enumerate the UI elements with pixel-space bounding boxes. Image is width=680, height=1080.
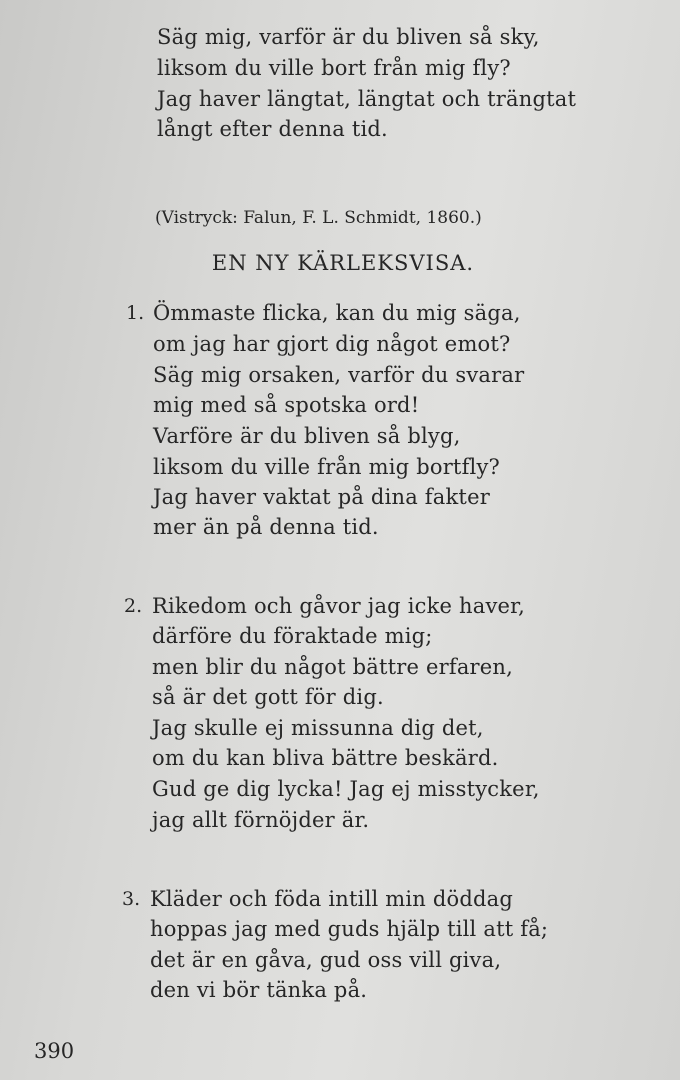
intro-line: Jag haver längtat, längtat och trängtat: [157, 87, 577, 111]
intro-line: långt efter denna tid.: [157, 117, 388, 141]
stanza-line: Rikedom och gåvor jag icke haver,: [152, 594, 525, 618]
stanza-line: därföre du föraktade mig;: [152, 624, 433, 648]
stanza-line: om jag har gjort dig något emot?: [153, 332, 511, 356]
stanza-number: 1.: [126, 302, 145, 324]
stanza-line: Ömmaste flicka, kan du mig säga,: [153, 301, 521, 325]
stanza-line: jag allt förnöjder är.: [152, 808, 370, 832]
intro-line: liksom du ville bort från mig fly?: [157, 56, 511, 80]
intro-line: Säg mig, varför är du bliven så sky,: [157, 25, 540, 49]
source-note: (Vistryck: Falun, F. L. Schmidt, 1860.): [155, 208, 482, 228]
stanza-line: det är en gåva, gud oss vill giva,: [150, 948, 502, 972]
stanza-number: 2.: [124, 595, 143, 617]
stanza-line: Kläder och föda intill min döddag: [150, 887, 514, 911]
page-number: 390: [34, 1039, 75, 1063]
stanza-line: mer än på denna tid.: [153, 515, 379, 539]
stanza-line: mig med så spotska ord!: [153, 393, 420, 417]
stanza-line: den vi bör tänka på.: [150, 978, 368, 1002]
stanza-line: Gud ge dig lycka! Jag ej misstycker,: [152, 777, 540, 801]
song-title: EN NY KÄRLEKSVISA.: [211, 251, 475, 275]
stanza-line: om du kan bliva bättre beskärd.: [152, 746, 499, 770]
stanza-line: men blir du något bättre erfaren,: [152, 655, 514, 679]
stanza-line: liksom du ville från mig bortfly?: [153, 455, 500, 479]
stanza-line: Säg mig orsaken, varför du svarar: [153, 363, 525, 387]
stanza-number: 3.: [122, 888, 141, 910]
stanza-line: hoppas jag med guds hjälp till att få;: [150, 917, 549, 941]
stanza-line: så är det gott för dig.: [152, 685, 384, 709]
stanza-line: Varföre är du bliven så blyg,: [153, 424, 461, 448]
stanza-line: Jag skulle ej missunna dig det,: [152, 716, 484, 740]
stanza-line: Jag haver vaktat på dina fakter: [153, 485, 490, 509]
